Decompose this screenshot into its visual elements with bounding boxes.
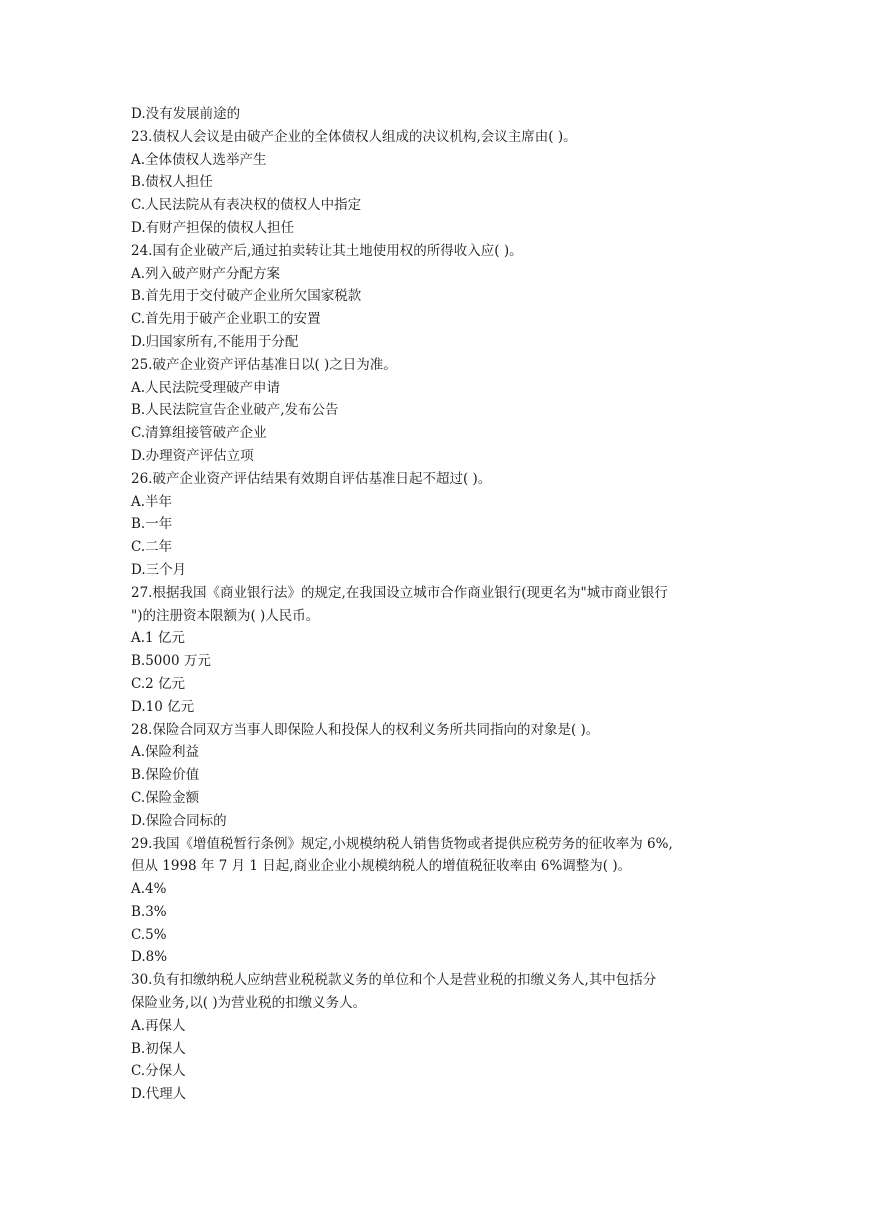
option-line: A.全体债权人选举产生 [131,151,267,168]
option-line: C.清算组接管破产企业 [131,425,267,442]
question-line-continued: ")的注册资本限额为( )人民币。 [131,607,320,624]
option-line: C.2 亿元 [131,675,186,692]
question-line: 25.破产企业资产评估基准日以( )之日为准。 [131,356,397,373]
option-line: A.4% [131,881,167,898]
option-line: D.没有发展前途的 [131,106,241,122]
option-line: B.保险价值 [131,767,200,784]
question-line: 23.债权人会议是由破产企业的全体债权人组成的决议机构,会议主席由( )。 [131,128,577,145]
option-line: A.半年 [131,493,173,510]
option-line: A.人民法院受理破产申请 [131,379,281,396]
option-line: D.8% [131,949,168,966]
option-line: B.一年 [131,516,173,533]
question-line: 29.我国《增值税暂行条例》规定,小规模纳税人销售货物或者提供应税劳务的征收率为 6%, [131,835,673,852]
option-line: A.1 亿元 [131,630,185,647]
question-line: 26.破产企业资产评估结果有效期自评估基准日起不超过( )。 [131,470,492,487]
option-line: B.人民法院宣告企业破产,发布公告 [131,402,339,419]
option-line: C.5% [131,926,167,943]
question-line: 28.保险合同双方当事人即保险人和投保人的权利义务所共同指向的对象是( )。 [131,721,600,738]
option-line: C.分保人 [131,1063,186,1080]
option-line: D.保险合同标的 [131,812,227,829]
option-line: D.代理人 [131,1086,187,1103]
question-line: 30.负有扣缴纳税人应纳营业税税款义务的单位和个人是营业税的扣缴义务人,其中包括分 [131,972,657,989]
question-line-continued: 保险业务,以( )为营业税的扣缴义务人。 [131,995,367,1012]
question-line-continued: 但从 1998 年 7 月 1 日起,商业企业小规模纳税人的增值税征收率由 6%调整为( )。 [131,858,632,875]
option-line: D.三个月 [131,561,187,578]
option-line: D.办理资产评估立项 [131,447,254,464]
option-line: B.首先用于交付破产企业所欠国家税款 [131,288,362,305]
option-line: A.再保人 [131,1017,186,1034]
option-line: B.3% [131,903,167,920]
option-line: C.首先用于破产企业职工的安置 [131,311,321,328]
option-line: B.5000 万元 [131,653,211,670]
option-line: C.二年 [131,539,173,556]
question-line: 24.国有企业破产后,通过拍卖转让其土地使用权的所得收入应( )。 [131,242,523,259]
question-line: 27.根据我国《商业银行法》的规定,在我国设立城市合作商业银行(现更名为"城市商业银行 [131,584,668,601]
option-line: B.初保人 [131,1040,186,1057]
option-line: A.保险利益 [131,744,200,761]
option-line: C.保险金额 [131,789,200,806]
option-line: A.列入破产财产分配方案 [131,265,281,282]
document-body [131,103,743,1106]
option-line: D.归国家所有,不能用于分配 [131,333,299,350]
option-line: B.债权人担任 [131,174,213,191]
option-line: C.人民法院从有表决权的债权人中指定 [131,197,362,214]
option-line: D.有财产担保的债权人担任 [131,219,295,236]
option-line: D.10 亿元 [131,698,195,715]
